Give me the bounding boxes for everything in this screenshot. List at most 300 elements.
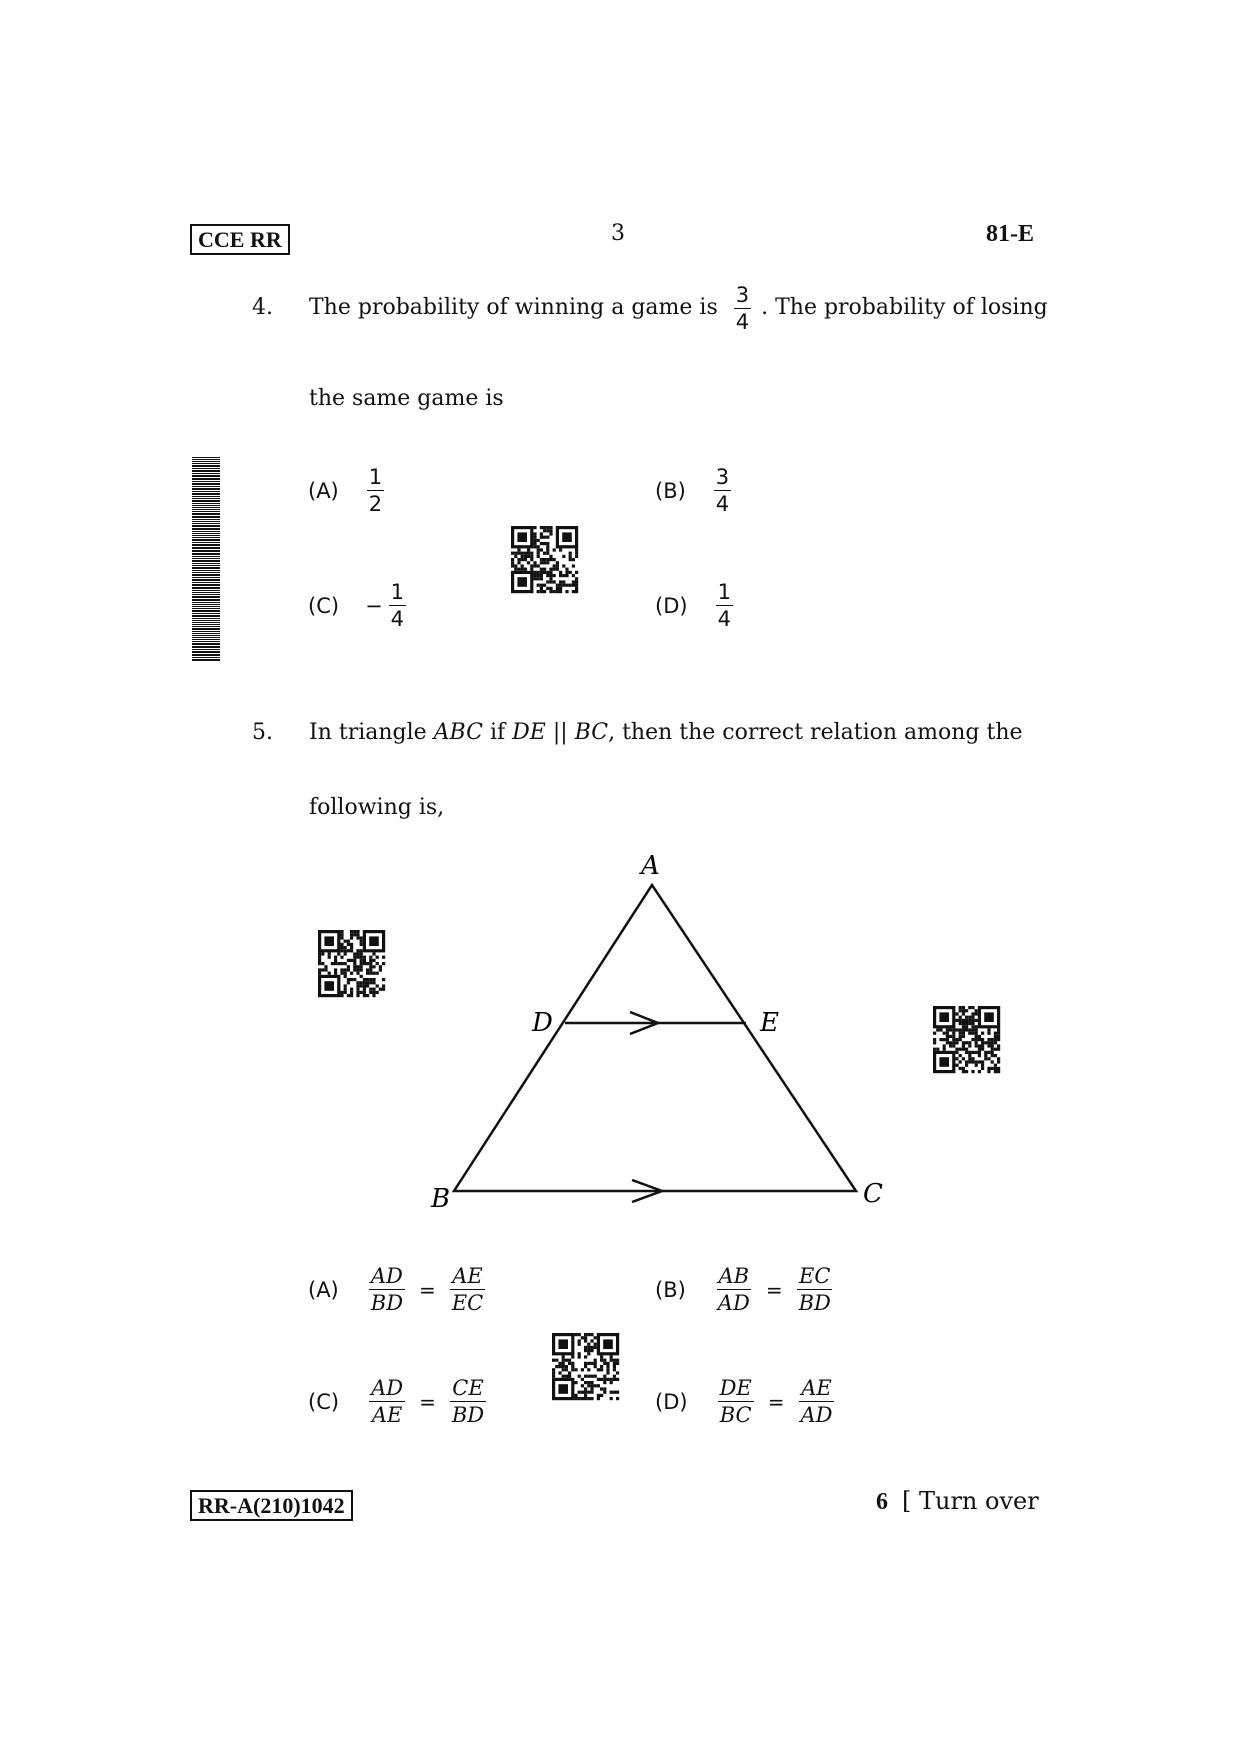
qr-module	[549, 574, 552, 577]
qr-module	[603, 1391, 606, 1394]
qr-module	[959, 1054, 962, 1057]
qr-module	[555, 1359, 558, 1362]
qr-module	[360, 984, 363, 987]
qr-module	[959, 1067, 962, 1070]
qr-module	[959, 1032, 962, 1035]
qr-module	[575, 555, 578, 558]
qr-module	[565, 590, 568, 593]
qr-module	[987, 1057, 990, 1060]
qr-module	[360, 968, 363, 971]
qr-module	[540, 536, 543, 539]
denominator: BD	[451, 1403, 485, 1427]
qr-module	[590, 1349, 593, 1352]
qr-module	[959, 1022, 962, 1025]
qr-module	[369, 972, 372, 975]
qr-module	[971, 1051, 974, 1054]
qr-module	[562, 580, 565, 583]
qr-module	[968, 1060, 971, 1063]
option-label: (A)	[308, 478, 339, 503]
barcode-bar	[192, 475, 220, 477]
qr-module	[356, 965, 359, 968]
qr-module	[521, 552, 524, 555]
qr-module	[616, 1391, 619, 1394]
qr-module	[613, 1362, 616, 1365]
qr-module	[959, 1035, 962, 1038]
barcode-bar	[192, 659, 220, 661]
barcode-bar	[192, 533, 220, 534]
barcode-bar	[192, 486, 220, 487]
qr-module	[565, 1365, 568, 1368]
qr-module	[584, 1394, 587, 1397]
qr-module	[511, 561, 514, 564]
qr-module	[946, 1038, 949, 1041]
qr-module	[597, 1378, 600, 1381]
option-label: (C)	[308, 593, 340, 618]
qr-finder	[603, 1339, 613, 1349]
qr-module	[556, 561, 559, 564]
question-5-text	[309, 720, 1023, 746]
barcode-bar	[192, 461, 220, 462]
qr-module	[571, 1368, 574, 1371]
barcode-bar	[192, 624, 220, 625]
qr-module	[571, 1362, 574, 1365]
qr-module	[574, 1333, 577, 1336]
qr-module	[382, 988, 385, 991]
qr-module	[356, 956, 359, 959]
label-e: E	[760, 1008, 779, 1038]
qr-module	[344, 991, 347, 994]
qr-module	[584, 1346, 587, 1349]
qr-module	[994, 1032, 997, 1035]
qr-module	[366, 972, 369, 975]
qr-module	[590, 1375, 593, 1378]
qr-module	[517, 558, 520, 561]
qr-module	[369, 988, 372, 991]
qr-module	[376, 962, 379, 965]
qr-module	[587, 1381, 590, 1384]
barcode-bar	[192, 633, 220, 634]
qr-module	[968, 1006, 971, 1009]
barcode-bar	[192, 511, 220, 512]
qr-module	[975, 1064, 978, 1067]
barcode-bar	[192, 470, 220, 472]
question-4-text	[309, 280, 1048, 336]
qr-module	[340, 962, 343, 965]
barcode-bar	[192, 544, 220, 546]
qr-module	[568, 1371, 571, 1374]
barcode	[192, 457, 220, 662]
barcode-bar	[192, 626, 220, 627]
qr-module	[556, 564, 559, 567]
denominator: 4	[715, 492, 730, 516]
denominator: EC	[451, 1291, 484, 1315]
qr-module	[540, 574, 543, 577]
qr-module	[318, 956, 321, 959]
qr-module	[543, 529, 546, 532]
qr-module	[952, 1041, 955, 1044]
qr-module	[360, 962, 363, 965]
qr-module	[369, 965, 372, 968]
qr-module	[581, 1336, 584, 1339]
qr-module	[962, 1028, 965, 1031]
qr-module	[382, 978, 385, 981]
qr-module	[363, 959, 366, 962]
qr-module	[530, 568, 533, 571]
qr-module	[372, 972, 375, 975]
qr-module	[584, 1365, 587, 1368]
qr-module	[610, 1391, 613, 1394]
qr-module	[353, 965, 356, 968]
qr-module	[347, 981, 350, 984]
qr-module	[350, 994, 353, 997]
qr-module	[965, 1070, 968, 1073]
qr-module	[514, 568, 517, 571]
qr-module	[546, 561, 549, 564]
qr-module	[594, 1359, 597, 1362]
numerator: AE	[452, 1264, 483, 1288]
qr-module	[559, 584, 562, 587]
equals-sign: =	[767, 1389, 785, 1414]
qr-module	[356, 988, 359, 991]
qr-module	[959, 1009, 962, 1012]
qr-module	[610, 1397, 613, 1400]
qr-module	[530, 552, 533, 555]
qr-module	[962, 1025, 965, 1028]
segment-bc: BC	[574, 720, 609, 745]
text-part: In triangle	[309, 720, 434, 745]
qr-module	[347, 943, 350, 946]
q4-option-a[interactable]	[308, 465, 384, 516]
q4-option-d[interactable]	[655, 580, 733, 631]
qr-module	[530, 555, 533, 558]
text-part: , then the correct relation among the	[608, 720, 1023, 745]
qr-module	[991, 1044, 994, 1047]
qr-module	[558, 1371, 561, 1374]
qr-module	[590, 1339, 593, 1342]
qr-module	[537, 552, 540, 555]
qr-module	[533, 536, 536, 539]
qr-module	[533, 564, 536, 567]
qr-module	[340, 994, 343, 997]
qr-module	[965, 1048, 968, 1051]
qr-module	[610, 1355, 613, 1358]
label-a: A	[641, 851, 660, 881]
qr-module	[363, 994, 366, 997]
qr-module	[565, 571, 568, 574]
parallel-symbol: ||	[545, 720, 575, 745]
lhs-fraction	[716, 1264, 752, 1315]
barcode-bar	[192, 657, 220, 658]
qr-module	[971, 1019, 974, 1022]
barcode-bar	[192, 547, 220, 549]
qr-module	[603, 1381, 606, 1384]
qr-module	[587, 1362, 590, 1365]
qr-module	[321, 962, 324, 965]
qr-module	[360, 975, 363, 978]
qr-module	[558, 1365, 561, 1368]
segment-de: DE	[512, 720, 546, 745]
qr-module	[587, 1391, 590, 1394]
barcode-bar	[192, 528, 220, 530]
qr-module	[572, 564, 575, 567]
qr-module	[991, 1067, 994, 1070]
qr-module	[978, 1060, 981, 1063]
qr-module	[540, 587, 543, 590]
qr-module	[356, 981, 359, 984]
qr-module	[350, 991, 353, 994]
qr-module	[356, 968, 359, 971]
qr-module	[968, 1044, 971, 1047]
qr-module	[978, 1054, 981, 1057]
qr-module	[521, 555, 524, 558]
qr-module	[565, 584, 568, 587]
qr-module	[955, 1057, 958, 1060]
qr-module	[553, 564, 556, 567]
qr-module	[549, 529, 552, 532]
barcode-bar	[192, 463, 220, 464]
qr-module	[543, 536, 546, 539]
qr-module	[565, 574, 568, 577]
barcode-bar	[192, 606, 220, 607]
label-d: D	[532, 1008, 553, 1038]
qr-module	[549, 571, 552, 574]
barcode-bar	[192, 500, 220, 502]
qr-module	[971, 1038, 974, 1041]
qr-module	[318, 959, 321, 962]
qr-module	[994, 1070, 997, 1073]
qr-module	[360, 943, 363, 946]
qr-module	[572, 580, 575, 583]
option-label: (A)	[308, 1277, 339, 1302]
qr-module	[340, 991, 343, 994]
barcode-bar	[192, 516, 220, 518]
qr-module	[584, 1381, 587, 1384]
qr-module	[366, 978, 369, 981]
qr-module	[975, 1038, 978, 1041]
barcode-bar	[192, 582, 220, 583]
qr-module	[537, 571, 540, 574]
qr-module	[363, 962, 366, 965]
qr-module	[594, 1365, 597, 1368]
qr-module	[344, 940, 347, 943]
qr-module	[987, 1028, 990, 1031]
qr-module	[952, 1044, 955, 1047]
qr-module	[946, 1032, 949, 1035]
qr-module	[546, 536, 549, 539]
qr-finder	[939, 1012, 949, 1022]
qr-module	[318, 968, 321, 971]
qr-module	[590, 1362, 593, 1365]
qr-module	[584, 1339, 587, 1342]
qr-module	[955, 1028, 958, 1031]
qr-module	[594, 1343, 597, 1346]
qr-module	[597, 1394, 600, 1397]
qr-module	[962, 1057, 965, 1060]
qr-module	[997, 1035, 1000, 1038]
qr-module	[356, 994, 359, 997]
qr-module	[610, 1378, 613, 1381]
qr-module	[955, 1019, 958, 1022]
q5-option-b[interactable]	[655, 1264, 833, 1315]
qr-module	[600, 1365, 603, 1368]
denominator: 4	[717, 607, 731, 631]
qr-module	[321, 952, 324, 955]
qr-module	[540, 561, 543, 564]
qr-module	[340, 933, 343, 936]
qr-module	[584, 1397, 587, 1400]
barcode-bar	[192, 468, 220, 469]
denominator: BD	[798, 1291, 831, 1315]
qr-module	[962, 1067, 965, 1070]
numerator: EC	[799, 1264, 831, 1288]
qr-module	[962, 1012, 965, 1015]
qr-module	[347, 940, 350, 943]
qr-module	[616, 1397, 619, 1400]
qr-module	[581, 1397, 584, 1400]
barcode-bar	[192, 473, 220, 474]
qr-module	[574, 1381, 577, 1384]
qr-module	[975, 1025, 978, 1028]
qr-module	[587, 1333, 590, 1336]
barcode-bar	[192, 610, 220, 612]
option-label: (C)	[308, 1389, 340, 1414]
qr-module	[382, 956, 385, 959]
question-4-text-end: . The probability of losing	[761, 295, 1048, 320]
qr-module	[540, 558, 543, 561]
qr-module	[997, 1048, 1000, 1051]
qr-module	[344, 968, 347, 971]
qr-module	[353, 978, 356, 981]
q5-option-a[interactable]	[308, 1264, 485, 1315]
qr-module	[975, 1035, 978, 1038]
qr-module	[949, 1028, 952, 1031]
barcode-bar	[192, 539, 220, 541]
qr-module	[568, 1362, 571, 1365]
qr-module	[543, 568, 546, 571]
qr-module	[600, 1355, 603, 1358]
qr-module	[366, 984, 369, 987]
qr-module	[549, 587, 552, 590]
q4-option-c[interactable]	[308, 580, 406, 631]
qr-module	[574, 1368, 577, 1371]
qr-module	[533, 532, 536, 535]
qr-module	[975, 1044, 978, 1047]
qr-module	[968, 1016, 971, 1019]
question-5-text-line2: following is,	[309, 795, 445, 820]
qr-module	[334, 972, 337, 975]
qr-module	[971, 1028, 974, 1031]
qr-module	[340, 936, 343, 939]
barcode-bar	[192, 592, 220, 593]
qr-module	[587, 1349, 590, 1352]
qr-module	[978, 1038, 981, 1041]
qr-module	[369, 968, 372, 971]
numerator: 3	[715, 465, 730, 489]
qr-module	[949, 1041, 952, 1044]
qr-module	[558, 1362, 561, 1365]
qr-module	[587, 1343, 590, 1346]
qr-module	[965, 1060, 968, 1063]
qr-module	[344, 975, 347, 978]
qr-module	[594, 1375, 597, 1378]
qr-module	[552, 1359, 555, 1362]
qr-module	[939, 1028, 942, 1031]
qr-module	[971, 1032, 974, 1035]
qr-module	[562, 1355, 565, 1358]
qr-module	[318, 962, 321, 965]
qr-module	[971, 1006, 974, 1009]
question-4-number: 4.	[252, 295, 273, 320]
barcode-bar	[192, 646, 220, 648]
qr-module	[514, 555, 517, 558]
qr-module	[962, 1009, 965, 1012]
option-label: (D)	[655, 1389, 688, 1414]
qr-module	[556, 587, 559, 590]
qr-module	[946, 1041, 949, 1044]
qr-module	[949, 1035, 952, 1038]
barcode-bar	[192, 596, 220, 598]
qr-module	[975, 1060, 978, 1063]
qr-module	[527, 561, 530, 564]
qr-module	[584, 1349, 587, 1352]
q5-option-d[interactable]	[655, 1376, 835, 1427]
qr-module	[553, 558, 556, 561]
qr-module	[543, 561, 546, 564]
question-4-text-line2: the same game is	[309, 386, 504, 411]
qr-module	[372, 994, 375, 997]
q5-option-c[interactable]	[308, 1376, 486, 1427]
qr-module	[559, 548, 562, 551]
qr-module	[540, 526, 543, 529]
qr-module	[556, 584, 559, 587]
qr-module	[369, 956, 372, 959]
qr-module	[549, 580, 552, 583]
qr-module	[603, 1387, 606, 1390]
qr-module	[975, 1051, 978, 1054]
qr-module	[616, 1362, 619, 1365]
barcode-bar	[192, 521, 220, 522]
qr-module	[965, 1022, 968, 1025]
qr-module	[559, 580, 562, 583]
qr-module	[606, 1371, 609, 1374]
barcode-bar	[192, 641, 220, 642]
qr-module	[587, 1397, 590, 1400]
qr-module	[360, 956, 363, 959]
barcode-bar	[192, 493, 220, 495]
qr-module	[562, 564, 565, 567]
qr-module	[575, 587, 578, 590]
qr-module	[549, 577, 552, 580]
qr-module	[366, 981, 369, 984]
qr-module	[331, 962, 334, 965]
qr-module	[562, 1368, 565, 1371]
qr-module	[943, 1032, 946, 1035]
barcode-bar	[192, 643, 220, 645]
qr-module	[975, 1009, 978, 1012]
qr-module	[334, 968, 337, 971]
qr-module	[379, 988, 382, 991]
qr-module	[955, 1012, 958, 1015]
q4-option-b[interactable]	[655, 465, 731, 516]
qr-module	[971, 1022, 974, 1025]
barcode-bar	[192, 505, 220, 506]
qr-module	[965, 1051, 968, 1054]
qr-module	[584, 1375, 587, 1378]
qr-module	[959, 1060, 962, 1063]
barcode-bar	[192, 519, 220, 520]
qr-module	[527, 548, 530, 551]
qr-module	[360, 965, 363, 968]
